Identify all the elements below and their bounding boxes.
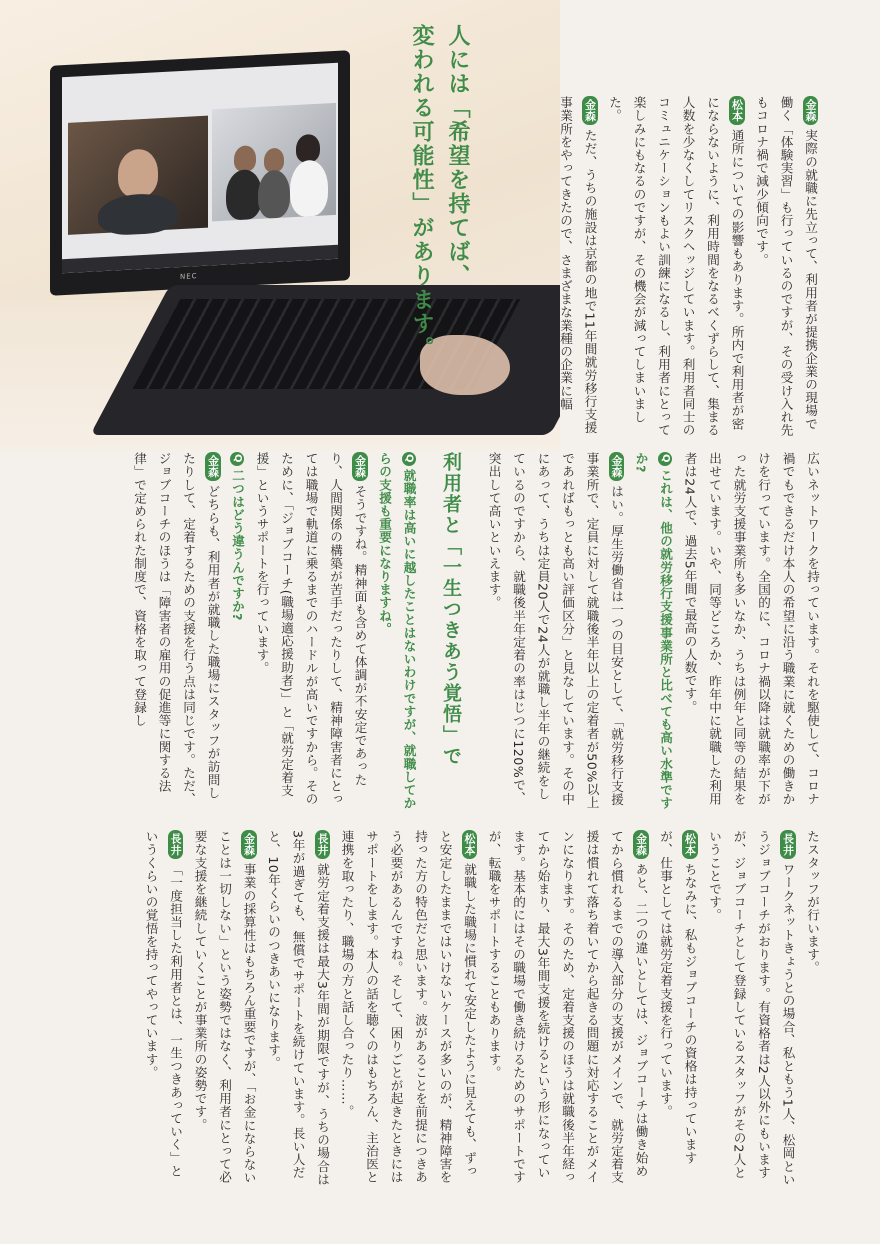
brand-logo: NEC [180,272,198,282]
section-subhead: 利用者と「一生つきあう覚悟」で [440,452,462,767]
question-icon: Q [658,452,672,466]
paragraph: 金森はい。厚生労働省は一つの目安として、「就労移行支援事業所で、定員に対して就職後半年以上の定着者が50%以上であればもっとも高い評価区分」と見なしています。その中にあって、うちは定員20人で24人が就職し半年の継続をしているのですから、就職後半年定着の率はじつに120%で、突出して高いといえます。 [486,452,624,809]
speaker-badge: 松本 [462,830,477,859]
taskbar [62,245,338,273]
paragraph: たスタッフが行います。 [805,830,820,975]
speaker-badge: 松本 [729,96,744,125]
video-tile-participant-group [212,103,336,221]
speaker-badge: 長井 [168,830,183,859]
top-column [546,96,822,440]
video-call-display [62,63,338,273]
paragraph: 松本通所についての影響もあります。所内で利用者が密にならないように、利用時間をなるべくずらして、集まる人数を少なくしてリスクヘッジしています。利用者同士のコミュニケーションもよい訓練になるし、利用者にとって楽しみにもなるのですが、その機会が減ってしまいました。 [607,96,745,437]
paragraph: 松本就職した職場に慣れて安定したように見えても、ずっと安定したままではいけないケースが多いのが、精神障害を持った方の特色だと思います。波があることを前提につきあう必要があるんですね。そして、困りごとが起きたときにはサポートをします。本人の話を聴くのはもちろん、主治医と連携を取ったり、職場の方と話し合ったり……。 [339,830,477,1184]
paragraph: 長井就労定着支援は最大3年間が期限ですが、うちの場合は3年が過ぎても、無償でサポートを続けています。長い人だと、10年くらいのつきあいになります。 [266,830,330,1186]
laptop-photo [0,0,560,450]
speaker-badge: 長井 [315,830,330,859]
speaker-badge: 金森 [241,830,256,859]
paragraph: 長井ワークネットきょうとの場合、私ともう1人、松岡というジョブコーチがおります。有資格者は2人以外にもいますが、ジョブコーチとして登録しているスタッフがその2人ということです。 [707,830,796,1186]
speaker-badge: 金森 [205,452,220,481]
paragraph: 金森どちらも、利用者が就職した職場にスタッフが訪問したりして、定着するための支援を行う点は同じです。ただ、ジョブコーチのほうは「障害者の雇用の促進等に関する法律」で定められた制度で、資格を取って登録し [132,452,221,806]
speaker-badge: 松本 [682,830,697,859]
headline-line-2: 変われる可能性」があります。 [409,24,435,360]
paragraph: 金森あと、二つの違いとしては、ジョブコーチは働き始めてから慣れるまでの導入部分の支援がメインで、就労定着支援は慣れて落ち着いてから起きる問題に対応することがメインになります。そのため、定着支援のほうは就職後半年経ってから始まり、最大3年間支援を続けるという形になっています。基本的にはその職場で働き続けるためのサポートですが、転職をサポートすることもあります。 [486,830,649,1184]
paragraph: 金森そうですね。精神面も含めて体調が不安定であったり、人間関係の構築が苦手だったりして、精神障害者にとっては職場で軌道に乗るまでのハードルが高いですから。そのために、「ジョブコーチ(職場適応援助者)」と「就労定着支援」というサポートを行っています。 [254,452,368,806]
headline-line-1: 人には「希望を持てば、 [445,24,471,288]
question-icon: Q [230,452,244,466]
question: Q二つはどう違うんですか? [225,452,250,810]
paragraph: 金森ただ、うちの施設は京都の地で11年間就労移行支援事業所をやってきたので、さまざまな業種の企業に幅 [558,96,598,435]
question: Qこれは、他の就労移行支援事業所と比べても高い水準ですか? [633,452,673,810]
middle-column [84,452,824,810]
paragraph: 松本ちなみに、私もジョブコーチの資格は持っていますが、仕事としては就労定着支援を行っています。 [658,830,698,1165]
speaker-badge: 長井 [780,830,795,859]
laptop-screen [50,50,350,296]
paragraph: 金森実際の就職に先立って、利用者が提携企業の現場で働く「体験実習」も行っているのですが、その受け入れ先もコロナ禍で減少傾向です。 [754,96,818,437]
speaker-badge: 金森 [352,452,367,481]
bottom-column [84,830,824,1190]
paragraph: 金森事業の採算性はもちろん重要ですが、「お金にならないことは一切しない」という姿勢ではなく、利用者にとって必要な支援を継続していくことが事業所の姿勢です。 [192,830,257,1185]
paragraph: 長井「一度担当した利用者とは、一生つきあっていく」というくらいの覚悟を持ってやっています。 [143,830,183,1178]
paragraph: 広いネットワークを持っています。それを駆使して、コロナ禍でもできるだけ本人の希望に沿う職業に就くための働きかけを行っています。全国的に、コロナ禍以降は就職率が下がった就労支援事業所も多いなか、うちは例年と同等の結果を出せています。いや、同等どころか、昨年中に就職した利用者は24人で、過去5年間で最高の人数です。 [682,452,820,806]
video-tile-participant-a [68,116,208,235]
speaker-badge: 金森 [633,830,648,859]
headline [404,24,476,404]
question: Q就職率は高いに越したことはないわけですが、就職してからの支援も重要になりますね。 [377,452,417,810]
question-icon: Q [402,452,416,466]
speaker-badge: 金森 [609,452,624,481]
speaker-badge: 金森 [582,96,597,125]
speaker-badge: 金森 [803,96,818,125]
